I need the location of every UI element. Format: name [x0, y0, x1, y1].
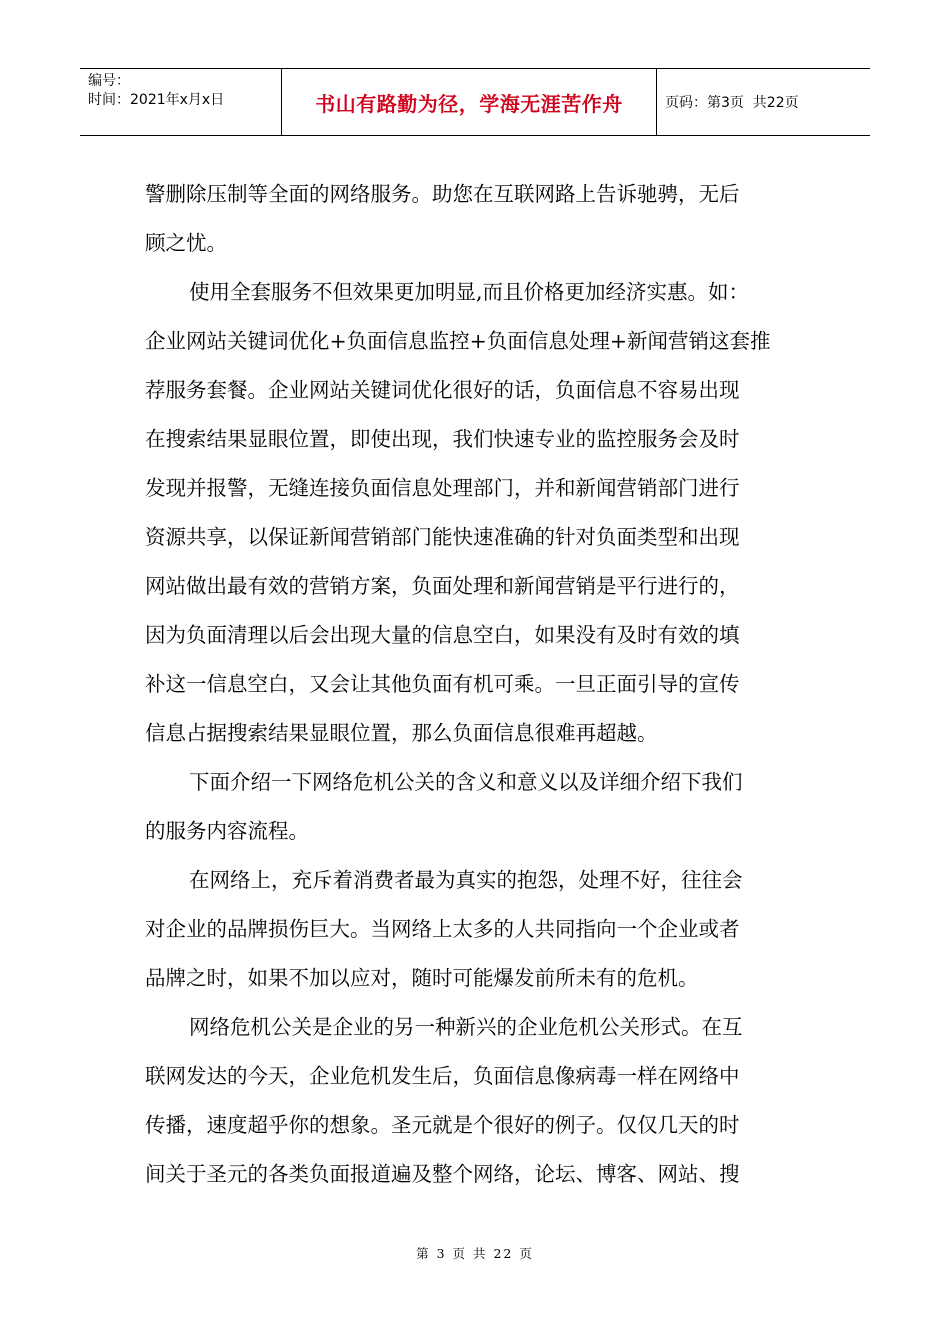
- body-line: 企业网站关键词优化+负面信息监控+负面信息处理+新闻营销这套推: [145, 329, 771, 353]
- body-line: 因为负面清理以后会出现大量的信息空白，如果没有及时有效的填: [145, 623, 740, 647]
- body-line: 品牌之时，如果不加以应对，随时可能爆发前所未有的危机。: [145, 966, 699, 990]
- body-line: 资源共享，以保证新闻营销部门能快速准确的针对负面类型和出现: [145, 525, 740, 549]
- body-line: 在网络上，充斥着消费者最为真实的抱怨，处理不好，往往会: [189, 868, 743, 892]
- body-line: 警删除压制等全面的网络服务。助您在互联网路上告诉驰骋，无后: [145, 182, 740, 206]
- body-line: 顾之忧。: [145, 231, 227, 255]
- body-line: 联网发达的今天，企业危机发生后，负面信息像病毒一样在网络中: [145, 1064, 740, 1088]
- body-line: 网络危机公关是企业的另一种新兴的企业危机公关形式。在互: [189, 1015, 743, 1039]
- body-line: 荐服务套餐。企业网站关键词优化很好的话，负面信息不容易出现: [145, 378, 740, 402]
- page-footer-number: 第 3 页 共 22 页: [416, 1246, 534, 1261]
- body-line: 下面介绍一下网络危机公关的含义和意义以及详细介绍下我们: [189, 770, 743, 794]
- header-page-info: 页码：第3页 共22页: [665, 95, 799, 111]
- body-line: 发现并报警，无缝连接负面信息处理部门，并和新闻营销部门进行: [145, 476, 740, 500]
- body-line: 信息占据搜索结果显眼位置，那么负面信息很难再超越。: [145, 721, 658, 745]
- document-header: [80, 68, 870, 136]
- document-number-label: 编号：: [88, 73, 130, 89]
- document-body: [145, 170, 813, 1199]
- body-line: 在搜索结果显眼位置，即使出现，我们快速专业的监控服务会及时: [145, 427, 740, 451]
- header-motto: 书山有路勤为径，学海无涯苦作舟: [282, 69, 657, 135]
- header-meta-cell: [80, 69, 282, 135]
- body-line: 间关于圣元的各类负面报道遍及整个网络，论坛、博客、网站、搜: [145, 1162, 740, 1186]
- body-line: 传播，速度超乎你的想象。圣元就是个很好的例子。仅仅几天的时: [145, 1113, 740, 1137]
- body-line: 使用全套服务不但效果更加明显,而且价格更加经济实惠。如：: [189, 280, 750, 304]
- body-line: 对企业的品牌损伤巨大。当网络上太多的人共同指向一个企业或者: [145, 917, 740, 941]
- body-line: 补这一信息空白，又会让其他负面有机可乘。一旦正面引导的宣传: [145, 672, 740, 696]
- body-line: 的服务内容流程。: [145, 819, 309, 843]
- document-date: 时间：2021年x月x日: [88, 92, 225, 108]
- body-line: 网站做出最有效的营销方案，负面处理和新闻营销是平行进行的，: [145, 574, 740, 598]
